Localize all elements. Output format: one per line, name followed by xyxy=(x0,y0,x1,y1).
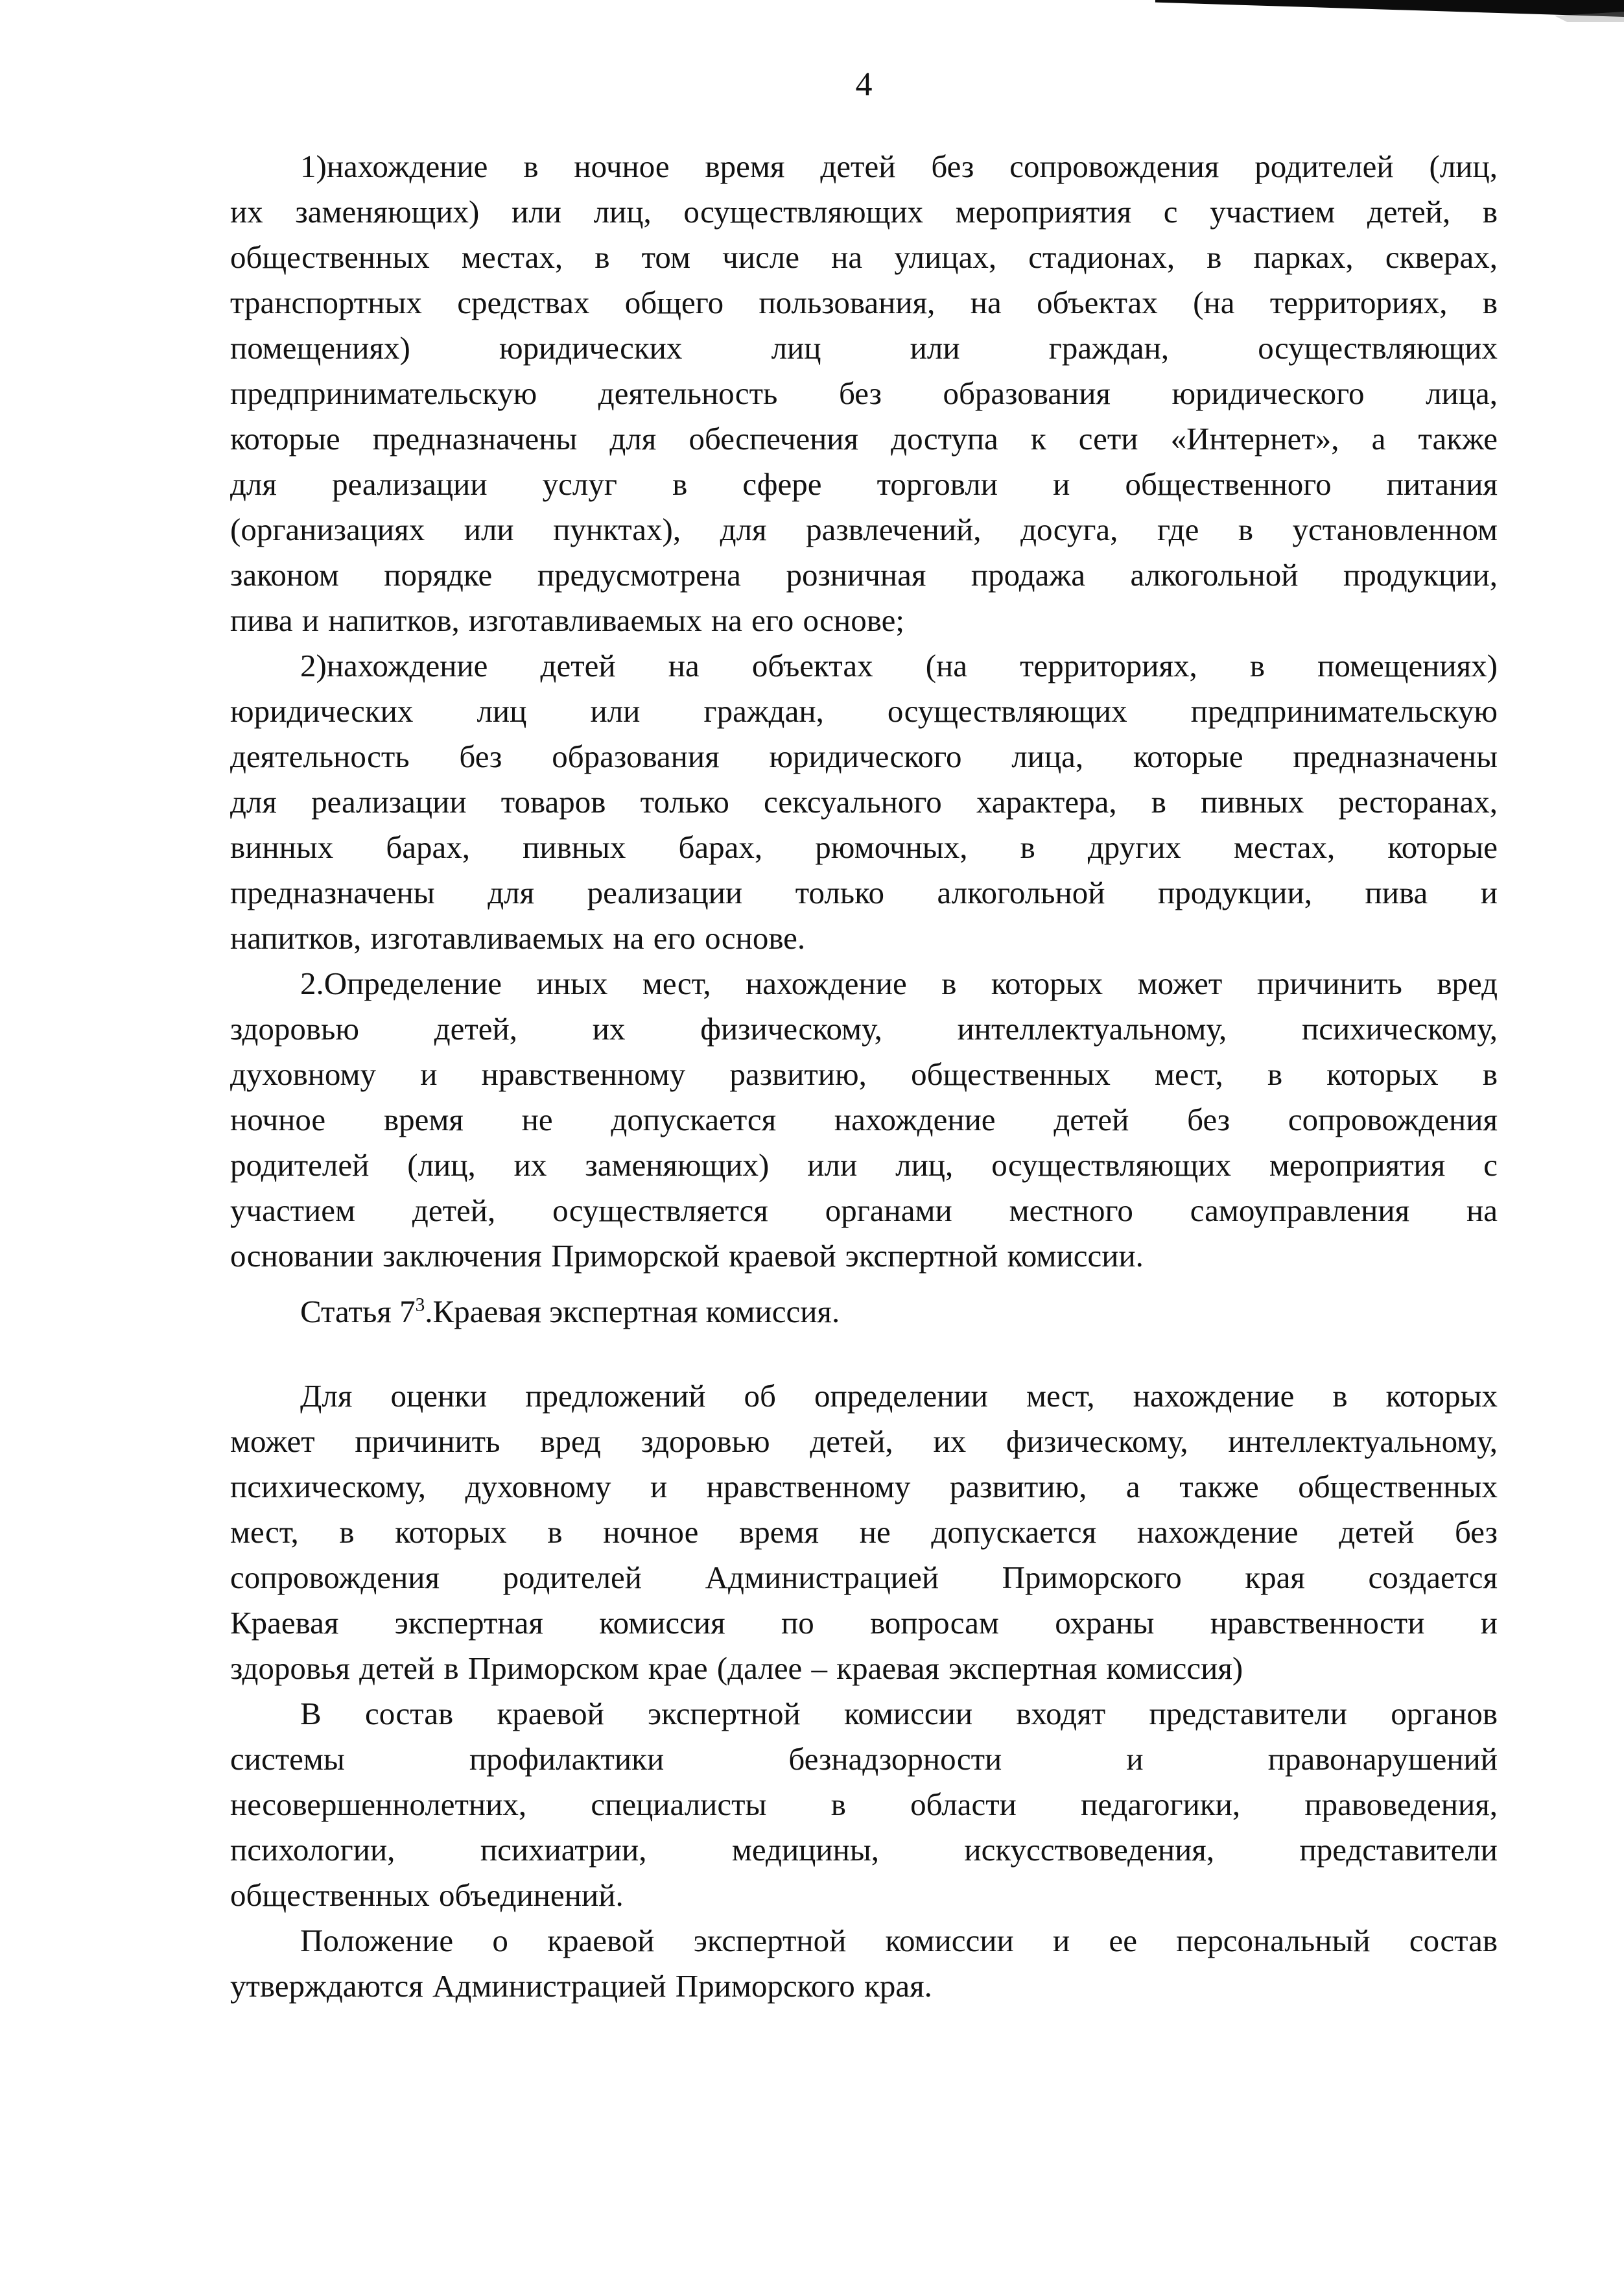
text-line: утверждаются Администрацией Приморского края. xyxy=(230,1968,932,2004)
text-line: пива и напитков, изготавливаемых на его основе; xyxy=(230,602,904,638)
text-line: предназначены для реализации только алкогольной продукции, пива и xyxy=(230,875,1498,910)
text-line: системы профилактики безнадзорности и правонарушений xyxy=(230,1741,1498,1777)
text-line: психическому, духовному и нравственному развитию, а также общественных xyxy=(230,1469,1498,1504)
text-line: здоровья детей в Приморском крае (далее – краевая экспертная комиссия) xyxy=(230,1650,1243,1686)
text-line: психологии, психиатрии, медицины, искусствоведения, представители xyxy=(230,1832,1498,1868)
article-heading-suffix: .Краевая экспертная комиссия. xyxy=(425,1294,840,1329)
text-line: юридических лиц или граждан, осуществляющих предпринимательскую xyxy=(230,693,1498,729)
text-line: 2)нахождение детей на объектах (на территориях, в помещениях) xyxy=(300,648,1498,683)
text-line: здоровью детей, их физическому, интеллектуальному, психическому, xyxy=(230,1011,1498,1047)
text-line: напитков, изготавливаемых на его основе. xyxy=(230,920,806,956)
article-heading-superscript: 3 xyxy=(415,1294,425,1316)
text-line: которые предназначены для обеспечения доступа к сети «Интернет», а также xyxy=(230,421,1498,457)
text-line: предпринимательскую деятельность без образования юридического лица, xyxy=(230,375,1498,411)
text-line: родителей (лиц, их заменяющих) или лиц, осуществляющих мероприятия с xyxy=(230,1147,1498,1183)
text-line: для реализации товаров только сексуального характера, в пивных ресторанах, xyxy=(230,784,1498,820)
text-line: помещениях) юридических лиц или граждан, осуществляющих xyxy=(230,330,1498,366)
text-line: винных барах, пивных барах, рюмочных, в других местах, которые xyxy=(230,829,1498,865)
text-line: может причинить вред здоровью детей, их физическому, интеллектуальному, xyxy=(230,1423,1498,1459)
page-number: 4 xyxy=(855,66,873,103)
text-line: ночное время не допускается нахождение детей без сопровождения xyxy=(230,1102,1498,1137)
text-line: духовному и нравственному развитию, общественных мест, в которых в xyxy=(230,1056,1498,1092)
text-line: основании заключения Приморской краевой экспертной комиссии. xyxy=(230,1238,1144,1274)
text-line: 2.Определение иных мест, нахождение в которых может причинить вред xyxy=(300,966,1498,1001)
text-line: участием детей, осуществляется органами местного самоуправления на xyxy=(230,1192,1498,1228)
text-line: Положение о краевой экспертной комиссии и ее персональный состав xyxy=(300,1923,1498,1958)
text-line: (организациях или пунктах), для развлечений, досуга, где в установленном xyxy=(230,512,1498,547)
text-line: Краевая экспертная комиссия по вопросам охраны нравственности и xyxy=(230,1605,1498,1641)
text-line: транспортных средствах общего пользования, на объектах (на территориях, в xyxy=(230,285,1498,320)
document-body xyxy=(230,144,1498,2009)
text-line: Для оценки предложений об определении мест, нахождение в которых xyxy=(300,1378,1498,1414)
text-line: общественных объединений. xyxy=(230,1877,624,1913)
text-line: их заменяющих) или лиц, осуществляющих мероприятия с участием детей, в xyxy=(230,194,1498,230)
text-line: 1)нахождение в ночное время детей без сопровождения родителей (лиц, xyxy=(300,148,1498,184)
text-line: мест, в которых в ночное время не допускается нахождение детей без xyxy=(230,1514,1498,1550)
text-line: деятельность без образования юридического лица, которые предназначены xyxy=(230,739,1498,774)
text-line: законом порядке предусмотрена розничная продажа алкогольной продукции, xyxy=(230,557,1498,593)
text-line: общественных местах, в том числе на улицах, стадионах, в парках, скверах, xyxy=(230,239,1498,275)
text-line: сопровождения родителей Администрацией Приморского края создается xyxy=(230,1560,1498,1595)
text-line: В состав краевой экспертной комиссии входят представители органов xyxy=(300,1696,1498,1731)
article-heading-prefix: Статья 7 xyxy=(300,1294,416,1329)
text-line: для реализации услуг в сфере торговли и общественного питания xyxy=(230,466,1498,502)
article-heading xyxy=(230,1289,1498,1335)
scan-artifact-bar xyxy=(1155,0,1624,17)
text-line: несовершеннолетних, специалисты в области педагогики, правоведения, xyxy=(230,1786,1498,1822)
